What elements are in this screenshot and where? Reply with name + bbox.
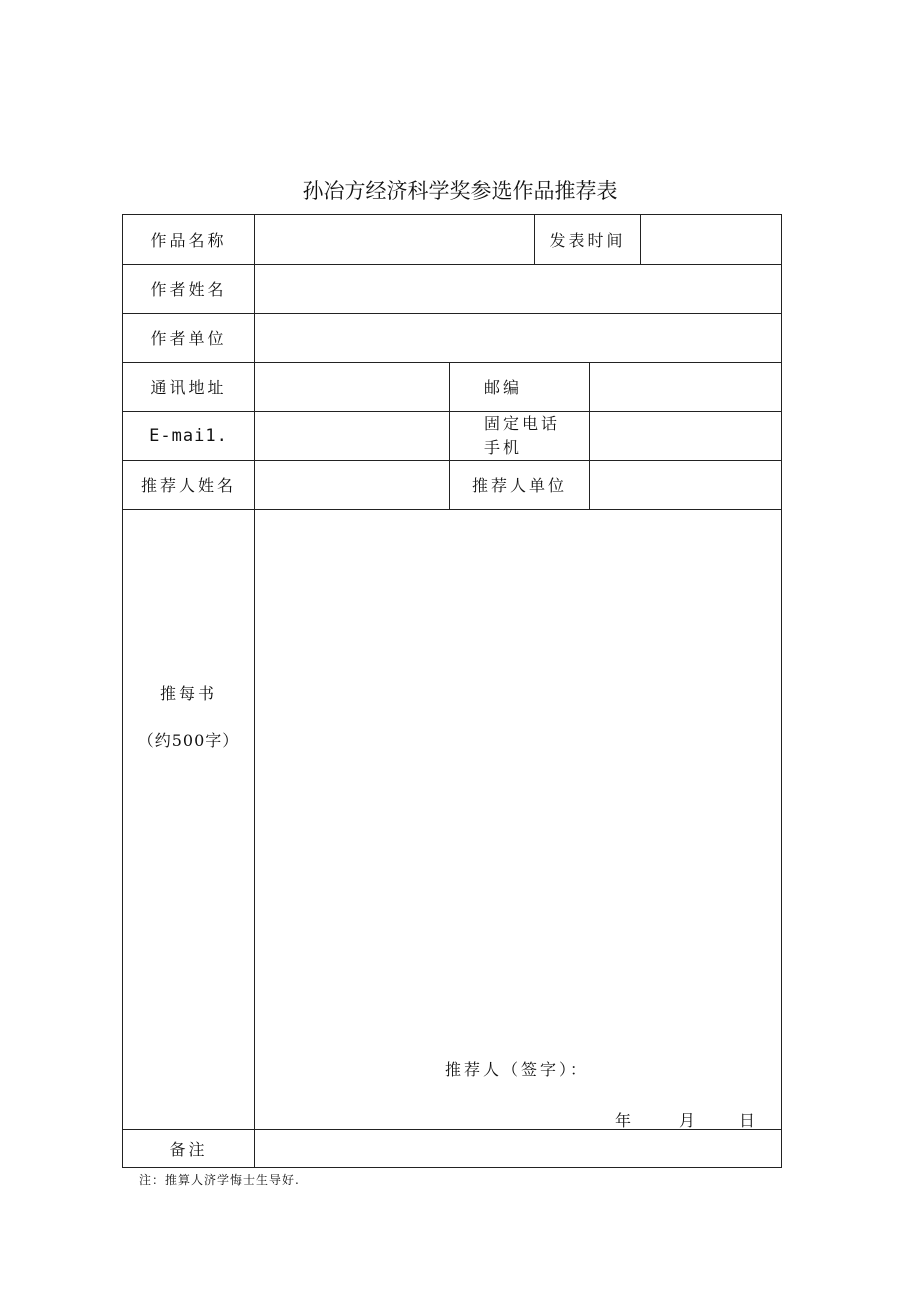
recommender-unit-field[interactable]	[590, 460, 781, 509]
postcode-label: 邮编	[484, 378, 523, 397]
recommendation-letter-field[interactable]	[255, 510, 781, 1129]
date-day-label: 日	[739, 1111, 759, 1130]
recommendation-form-table	[122, 214, 782, 1168]
postcode-field[interactable]	[590, 362, 781, 411]
author-name-field[interactable]	[255, 264, 781, 313]
letter-label: 推每书	[159, 683, 217, 703]
page-title: 孙冶方经济科学奖参选作品推荐表	[302, 179, 618, 203]
mobile-label: 手机	[484, 437, 523, 457]
publish-time-label: 发表时间	[549, 231, 626, 250]
remarks-field[interactable]	[255, 1130, 781, 1167]
footnote: 注：推算人济学悔士生导好.	[139, 1173, 300, 1187]
recommender-name-field[interactable]	[255, 460, 449, 509]
letter-length-hint: （约500字）	[137, 730, 240, 750]
date-month-label: 月	[679, 1111, 699, 1130]
signature-label: 推荐人（签字）：	[445, 1060, 590, 1079]
author-unit-field[interactable]	[255, 313, 781, 362]
phone-field[interactable]	[590, 411, 781, 460]
recommender-name-label: 推荐人姓名	[140, 476, 236, 495]
address-label: 通讯地址	[150, 378, 227, 397]
work-name-label: 作品名称	[150, 231, 227, 250]
date-year-label: 年	[615, 1111, 635, 1130]
email-field[interactable]	[255, 411, 449, 460]
author-name-label: 作者姓名	[150, 280, 227, 299]
address-field[interactable]	[255, 362, 449, 411]
remarks-label: 备注	[169, 1140, 208, 1159]
fixed-phone-label: 固定电话	[484, 413, 561, 433]
email-label: E-mai1.	[149, 425, 228, 446]
recommender-unit-label: 推荐人单位	[471, 476, 567, 495]
work-name-field[interactable]	[255, 215, 534, 264]
publish-time-field[interactable]	[641, 215, 781, 264]
author-unit-label: 作者单位	[150, 329, 227, 348]
phone-label	[450, 411, 589, 460]
